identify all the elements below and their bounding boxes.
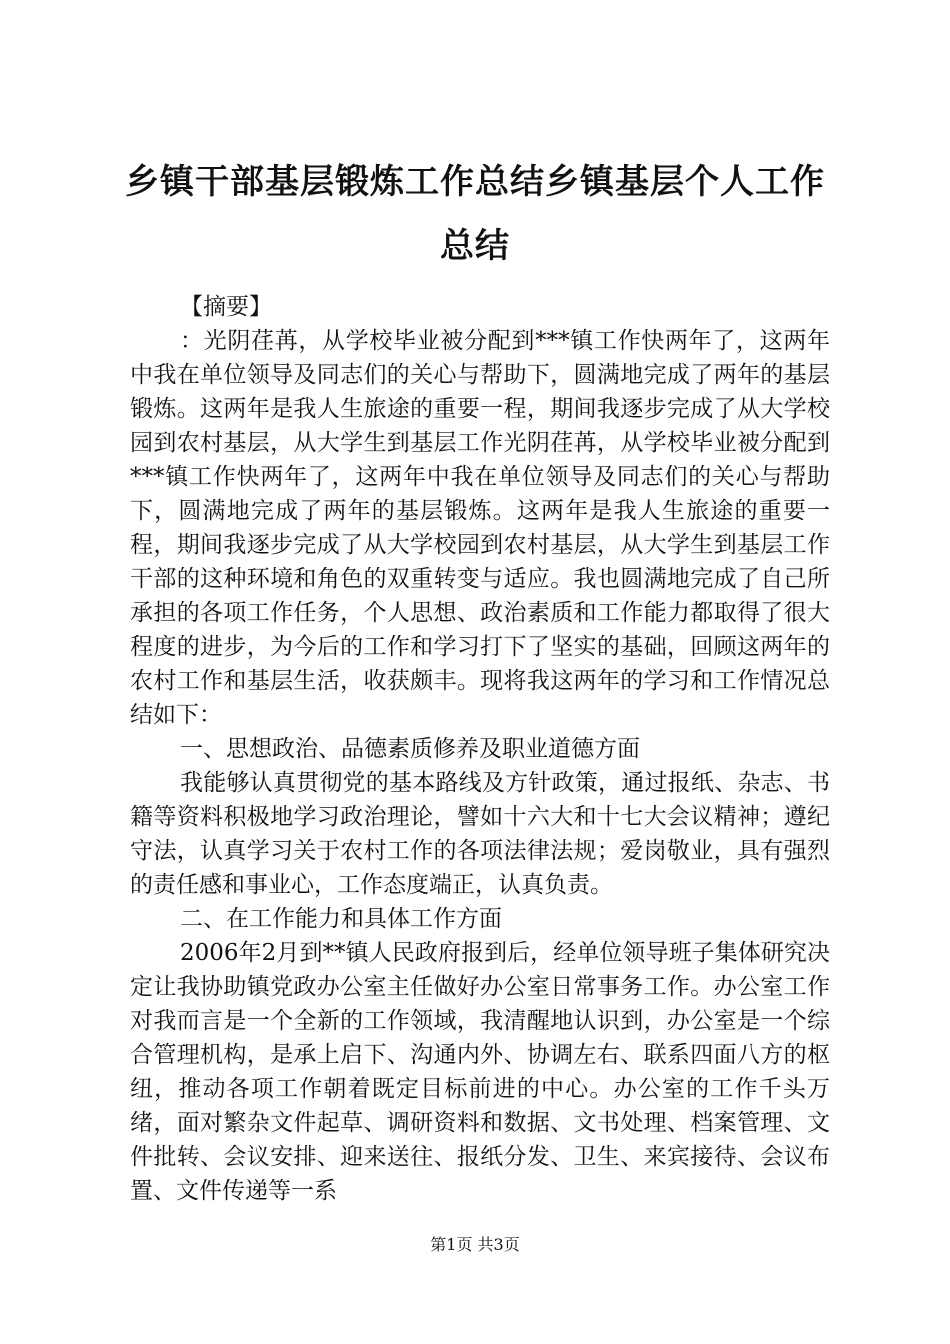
document-title-line-1: 乡镇干部基层锻炼工作总结乡镇基层个人工作 — [125, 162, 825, 202]
document-title-line-2: 总结 — [440, 226, 510, 266]
paragraph-intro: ：光阴荏苒，从学校毕业被分配到***镇工作快两年了，这两年中我在单位领导及同志们的关心与帮助下，圆满地完成了两年的基层锻炼。这两年是我人生旅途的重要一程，期间我逐步完成了从大学校园到农村基层，从大学生到基层工作光阴荏苒，从学校毕业被分配到***镇工作快两年了，这两年中我在单位领导及同志们的关心与帮助下，圆满地完成了两年的基层锻炼。这两年是我人生旅途的重要一程，期间我逐步完成了从大学校园到农村基层，从大学生到基层工作干部的这种环境和角色的双重转变与适应。我也圆满地完成了自己所承担的各项工作任务，个人思想、政治素质和工作能力都取得了很大程度的进步，为今后的工作和学习打下了坚实的基础，回顾这两年的农村工作和基层生活，收获颇丰。现将我这两年的学习和工作情况总结如下： — [130, 328, 830, 728]
paragraph-section-2: 2006年2月到**镇人民政府报到后，经单位领导班子集体研究决定让我协助镇党政办公室主任做好办公室日常事务工作。办公室工作对我而言是一个全新的工作领域，我清醒地认识到，办公室是一个综合管理机构，是承上启下、沟通内外、协调左右、联系四面八方的枢纽，推动各项工作朝着既定目标前进的中心。办公室的工作千头万绪，面对繁杂文件起草、调研资料和数据、文书处理、档案管理、文件批转、会议安排、迎来送往、报纸分发、卫生、来宾接待、会议布置、文件传递等一系 — [130, 940, 830, 1204]
section-heading-2: 二、在工作能力和具体工作方面 — [180, 906, 502, 932]
abstract-label: 【摘要】 — [180, 294, 272, 320]
page-number-footer: 第1页 共3页 — [430, 1235, 520, 1254]
section-heading-1: 一、思想政治、品德素质修养及职业道德方面 — [180, 736, 640, 762]
document-body — [130, 290, 830, 1208]
paragraph-section-1: 我能够认真贯彻党的基本路线及方针政策，通过报纸、杂志、书籍等资料积极地学习政治理论，譬如十六大和十七大会议精神；遵纪守法，认真学习关于农村工作的各项法律法规；爱岗敬业，具有强烈的责任感和事业心，工作态度端正，认真负责。 — [130, 770, 830, 898]
